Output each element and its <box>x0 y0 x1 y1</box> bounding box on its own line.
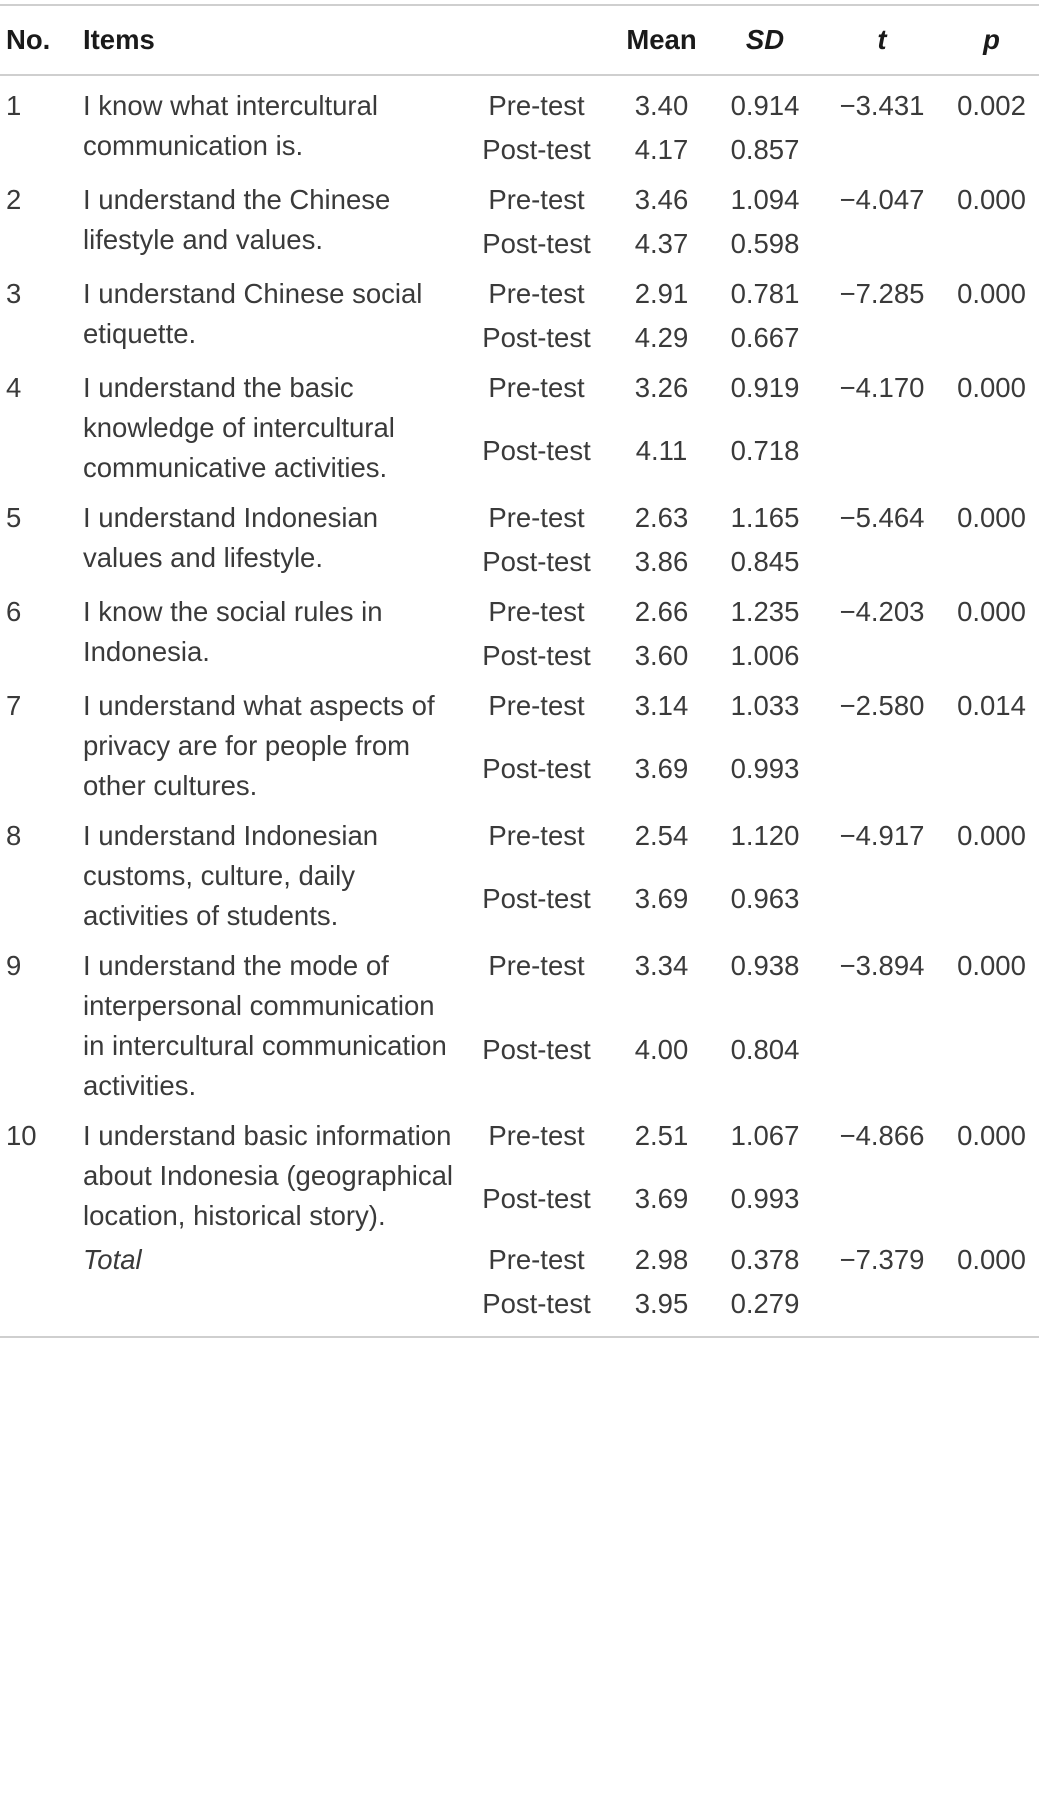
pre-test-t: −3.431 <box>839 90 925 121</box>
pre-test-sd: 1.165 <box>730 502 800 533</box>
table-row <box>0 358 1039 427</box>
table-header <box>0 5 1039 75</box>
pre-test-mean: 3.40 <box>634 90 689 121</box>
pre-test-label: Pre-test <box>488 502 585 533</box>
post-test-t <box>820 875 944 936</box>
table-body <box>0 75 1039 1337</box>
table-row <box>0 264 1039 314</box>
post-test-t <box>820 427 944 488</box>
post-test-sd: 0.279 <box>730 1288 800 1319</box>
table-row <box>0 806 1039 875</box>
table-row <box>0 676 1039 745</box>
item-number: 9 <box>6 950 22 981</box>
item-number: 4 <box>6 372 22 403</box>
pre-test-p: 0.000 <box>957 1120 1026 1151</box>
item-text: I understand Chinese social etiquette. <box>83 278 423 349</box>
post-test-mean: 4.00 <box>634 1034 689 1066</box>
table-row <box>0 488 1039 538</box>
header-items: Items <box>83 24 155 55</box>
post-test-t <box>820 1026 944 1106</box>
post-test-t <box>820 220 944 264</box>
pre-test-label: Pre-test <box>488 820 585 851</box>
item-number: 7 <box>6 690 22 721</box>
post-test-p <box>944 745 1039 806</box>
header-t: t <box>877 24 887 55</box>
post-test-p <box>944 632 1039 676</box>
post-test-p <box>944 1175 1039 1236</box>
item-text: I understand the mode of interpersonal communication in intercultural communication activities. <box>83 950 447 1101</box>
post-test-p <box>944 1026 1039 1106</box>
pre-test-p: 0.000 <box>957 820 1026 851</box>
post-test-sd: 0.598 <box>730 228 800 259</box>
post-test-t <box>820 1175 944 1236</box>
post-test-sd: 0.718 <box>730 435 800 467</box>
pre-test-mean: 3.46 <box>634 184 689 215</box>
post-test-mean: 3.69 <box>634 753 689 785</box>
item-number: 6 <box>6 596 22 627</box>
pre-test-label: Pre-test <box>488 596 585 627</box>
pre-test-t: −7.285 <box>839 278 925 309</box>
post-test-p <box>944 875 1039 936</box>
pre-test-p: 0.000 <box>957 1244 1026 1275</box>
pre-test-t: −5.464 <box>839 502 925 533</box>
pre-test-t: −4.047 <box>839 184 925 215</box>
pre-test-label: Pre-test <box>488 690 585 721</box>
header-sd: SD <box>745 24 785 55</box>
header-row <box>0 5 1039 75</box>
pre-test-p: 0.000 <box>957 278 1026 309</box>
post-test-sd: 0.804 <box>730 1034 800 1066</box>
header-mean: Mean <box>626 24 697 55</box>
post-test-t <box>820 538 944 582</box>
pre-test-label: Pre-test <box>488 950 585 981</box>
pre-test-label: Pre-test <box>488 278 585 309</box>
pre-test-sd: 0.781 <box>730 278 800 309</box>
item-text: I know the social rules in Indonesia. <box>83 596 383 667</box>
post-test-p <box>944 314 1039 358</box>
pre-test-mean: 3.34 <box>634 950 689 981</box>
pre-test-label: Pre-test <box>488 1244 585 1275</box>
item-number: 2 <box>6 184 22 215</box>
item-text: I understand the Chinese lifestyle and values. <box>83 184 391 255</box>
post-test-t <box>820 314 944 358</box>
pre-test-t: −4.866 <box>839 1120 925 1151</box>
item-number: 8 <box>6 820 22 851</box>
pre-test-mean: 2.66 <box>634 596 689 627</box>
item-text: I understand Indonesian values and lifestyle. <box>83 502 379 573</box>
pre-test-t: −4.917 <box>839 820 925 851</box>
pre-test-sd: 1.033 <box>730 690 800 721</box>
post-test-label: Post-test <box>482 228 591 259</box>
item-text: I understand basic information about Indonesia (geographical location, historical story). <box>83 1120 454 1231</box>
table-row <box>0 75 1039 126</box>
post-test-mean: 4.29 <box>634 322 689 353</box>
post-test-t <box>820 126 944 170</box>
pre-test-p: 0.002 <box>957 90 1026 121</box>
post-test-p <box>944 126 1039 170</box>
item-number: 3 <box>6 278 22 309</box>
item-text: Total <box>83 1244 142 1275</box>
pre-test-p: 0.000 <box>957 372 1026 403</box>
pre-test-mean: 2.91 <box>634 278 689 309</box>
pre-test-label: Pre-test <box>488 372 585 403</box>
post-test-label: Post-test <box>482 640 591 671</box>
item-number <box>0 1236 77 1337</box>
post-test-p <box>944 220 1039 264</box>
item-text: I know what intercultural communication is. <box>83 90 378 161</box>
pre-test-sd: 0.914 <box>730 90 800 121</box>
post-test-t <box>820 745 944 806</box>
item-text: I understand Indonesian customs, culture, daily activities of students. <box>83 820 379 931</box>
post-test-label: Post-test <box>482 134 591 165</box>
post-test-label: Post-test <box>482 753 591 785</box>
post-test-mean: 4.37 <box>634 228 689 259</box>
item-number: 5 <box>6 502 22 533</box>
post-test-mean: 3.95 <box>634 1288 689 1319</box>
table-row <box>0 936 1039 1026</box>
pre-test-sd: 1.235 <box>730 596 800 627</box>
pre-test-mean: 2.98 <box>634 1244 689 1275</box>
post-test-label: Post-test <box>482 1034 591 1066</box>
post-test-sd: 0.667 <box>730 322 800 353</box>
pre-test-label: Pre-test <box>488 90 585 121</box>
item-number: 10 <box>6 1120 37 1151</box>
pre-test-p: 0.000 <box>957 950 1026 981</box>
post-test-mean: 3.60 <box>634 640 689 671</box>
item-number: 1 <box>6 90 22 121</box>
pre-test-p: 0.014 <box>957 690 1026 721</box>
header-no: No. <box>6 24 51 55</box>
post-test-sd: 0.845 <box>730 546 800 577</box>
post-test-label: Post-test <box>482 883 591 915</box>
post-test-label: Post-test <box>482 1288 591 1319</box>
header-p: p <box>983 24 1000 55</box>
post-test-sd: 1.006 <box>730 640 800 671</box>
pre-test-mean: 2.51 <box>634 1120 689 1151</box>
post-test-mean: 3.86 <box>634 546 689 577</box>
pre-test-t: −4.170 <box>839 372 925 403</box>
post-test-t <box>820 1280 944 1337</box>
pre-test-p: 0.000 <box>957 596 1026 627</box>
post-test-label: Post-test <box>482 1183 591 1215</box>
table-row <box>0 170 1039 220</box>
results-table <box>0 4 1039 1338</box>
pre-test-sd: 0.378 <box>730 1244 800 1275</box>
pre-test-t: −2.580 <box>839 690 925 721</box>
pre-test-mean: 2.63 <box>634 502 689 533</box>
post-test-mean: 3.69 <box>634 1183 689 1215</box>
post-test-label: Post-test <box>482 546 591 577</box>
pre-test-t: −3.894 <box>839 950 925 981</box>
table-row <box>0 582 1039 632</box>
pre-test-mean: 2.54 <box>634 820 689 851</box>
post-test-mean: 3.69 <box>634 883 689 915</box>
post-test-sd: 0.993 <box>730 753 800 785</box>
item-text: I understand the basic knowledge of intercultural communicative activities. <box>83 372 395 483</box>
pre-test-mean: 3.26 <box>634 372 689 403</box>
pre-test-t: −7.379 <box>839 1244 925 1275</box>
post-test-mean: 4.11 <box>635 435 688 467</box>
pre-test-sd: 0.938 <box>730 950 800 981</box>
post-test-sd: 0.993 <box>730 1183 800 1215</box>
pre-test-label: Pre-test <box>488 184 585 215</box>
pre-test-p: 0.000 <box>957 184 1026 215</box>
post-test-label: Post-test <box>482 435 591 467</box>
post-test-mean: 4.17 <box>634 134 689 165</box>
pre-test-sd: 1.120 <box>730 820 800 851</box>
post-test-p <box>944 538 1039 582</box>
pre-test-sd: 1.094 <box>730 184 800 215</box>
pre-test-label: Pre-test <box>488 1120 585 1151</box>
pre-test-sd: 0.919 <box>730 372 800 403</box>
post-test-t <box>820 632 944 676</box>
pre-test-p: 0.000 <box>957 502 1026 533</box>
post-test-p <box>944 1280 1039 1337</box>
post-test-label: Post-test <box>482 322 591 353</box>
post-test-sd: 0.963 <box>730 883 800 915</box>
pre-test-sd: 1.067 <box>730 1120 800 1151</box>
pre-test-mean: 3.14 <box>634 690 689 721</box>
post-test-p <box>944 427 1039 488</box>
table-row <box>0 1236 1039 1280</box>
pre-test-t: −4.203 <box>839 596 925 627</box>
table-row <box>0 1106 1039 1175</box>
post-test-sd: 0.857 <box>730 134 800 165</box>
item-text: I understand what aspects of privacy are for people from other cultures. <box>83 690 435 801</box>
